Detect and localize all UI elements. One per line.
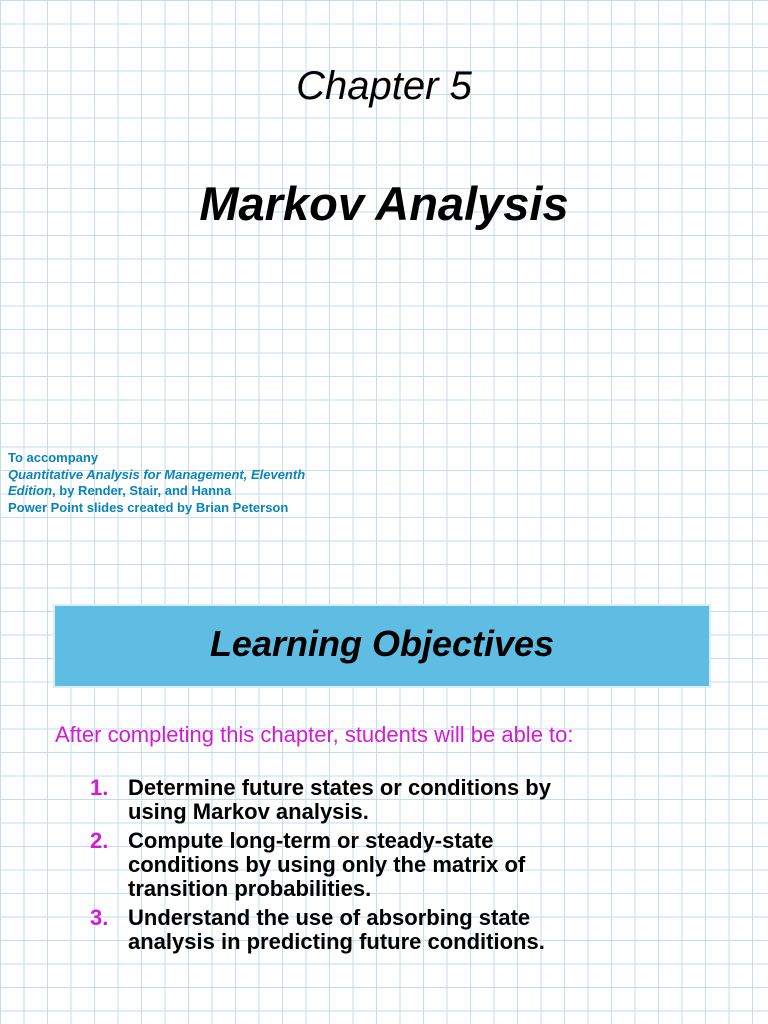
objectives-banner bbox=[53, 604, 711, 688]
slide-chapter-title: Chapter 5 bbox=[296, 64, 472, 108]
book-title-part2: Edition bbox=[8, 483, 53, 498]
objective-item bbox=[88, 906, 688, 954]
credits-line-edition bbox=[8, 483, 388, 500]
credits-line-accompany: To accompany bbox=[8, 450, 99, 465]
objectives-intro: After completing this chapter, students will be able to: bbox=[55, 722, 574, 747]
objective-text-line: Understand the use of absorbing state bbox=[128, 905, 531, 930]
credits-authors: , by Render, Stair, and Hanna bbox=[52, 483, 232, 498]
objective-text-line: transition probabilities. bbox=[128, 876, 372, 901]
objective-text-line: conditions by using only the matrix of bbox=[128, 852, 526, 877]
objective-item bbox=[88, 829, 688, 901]
book-title-part1: Quantitative Analysis for Management, Eleventh bbox=[8, 466, 306, 482]
objective-text-line: Determine future states or conditions by bbox=[128, 775, 551, 800]
objective-number: 2. bbox=[90, 828, 109, 853]
credits-line-book-title bbox=[8, 467, 388, 484]
objective-text-line: Compute long-term or steady-state bbox=[128, 828, 494, 853]
objective-number: 3. bbox=[90, 905, 109, 930]
slide-main-title: Markov Analysis bbox=[199, 177, 569, 230]
credits-block bbox=[8, 450, 388, 516]
objective-text-line: analysis in predicting future conditions. bbox=[128, 929, 545, 954]
credits-line-slides-by: Power Point slides created by Brian Peterson bbox=[8, 499, 289, 515]
objectives-title: Learning Objectives bbox=[209, 623, 555, 664]
objectives-list bbox=[88, 776, 688, 959]
objective-number: 1. bbox=[90, 775, 109, 800]
objective-item bbox=[88, 776, 688, 824]
objective-text-line: using Markov analysis. bbox=[128, 799, 369, 824]
